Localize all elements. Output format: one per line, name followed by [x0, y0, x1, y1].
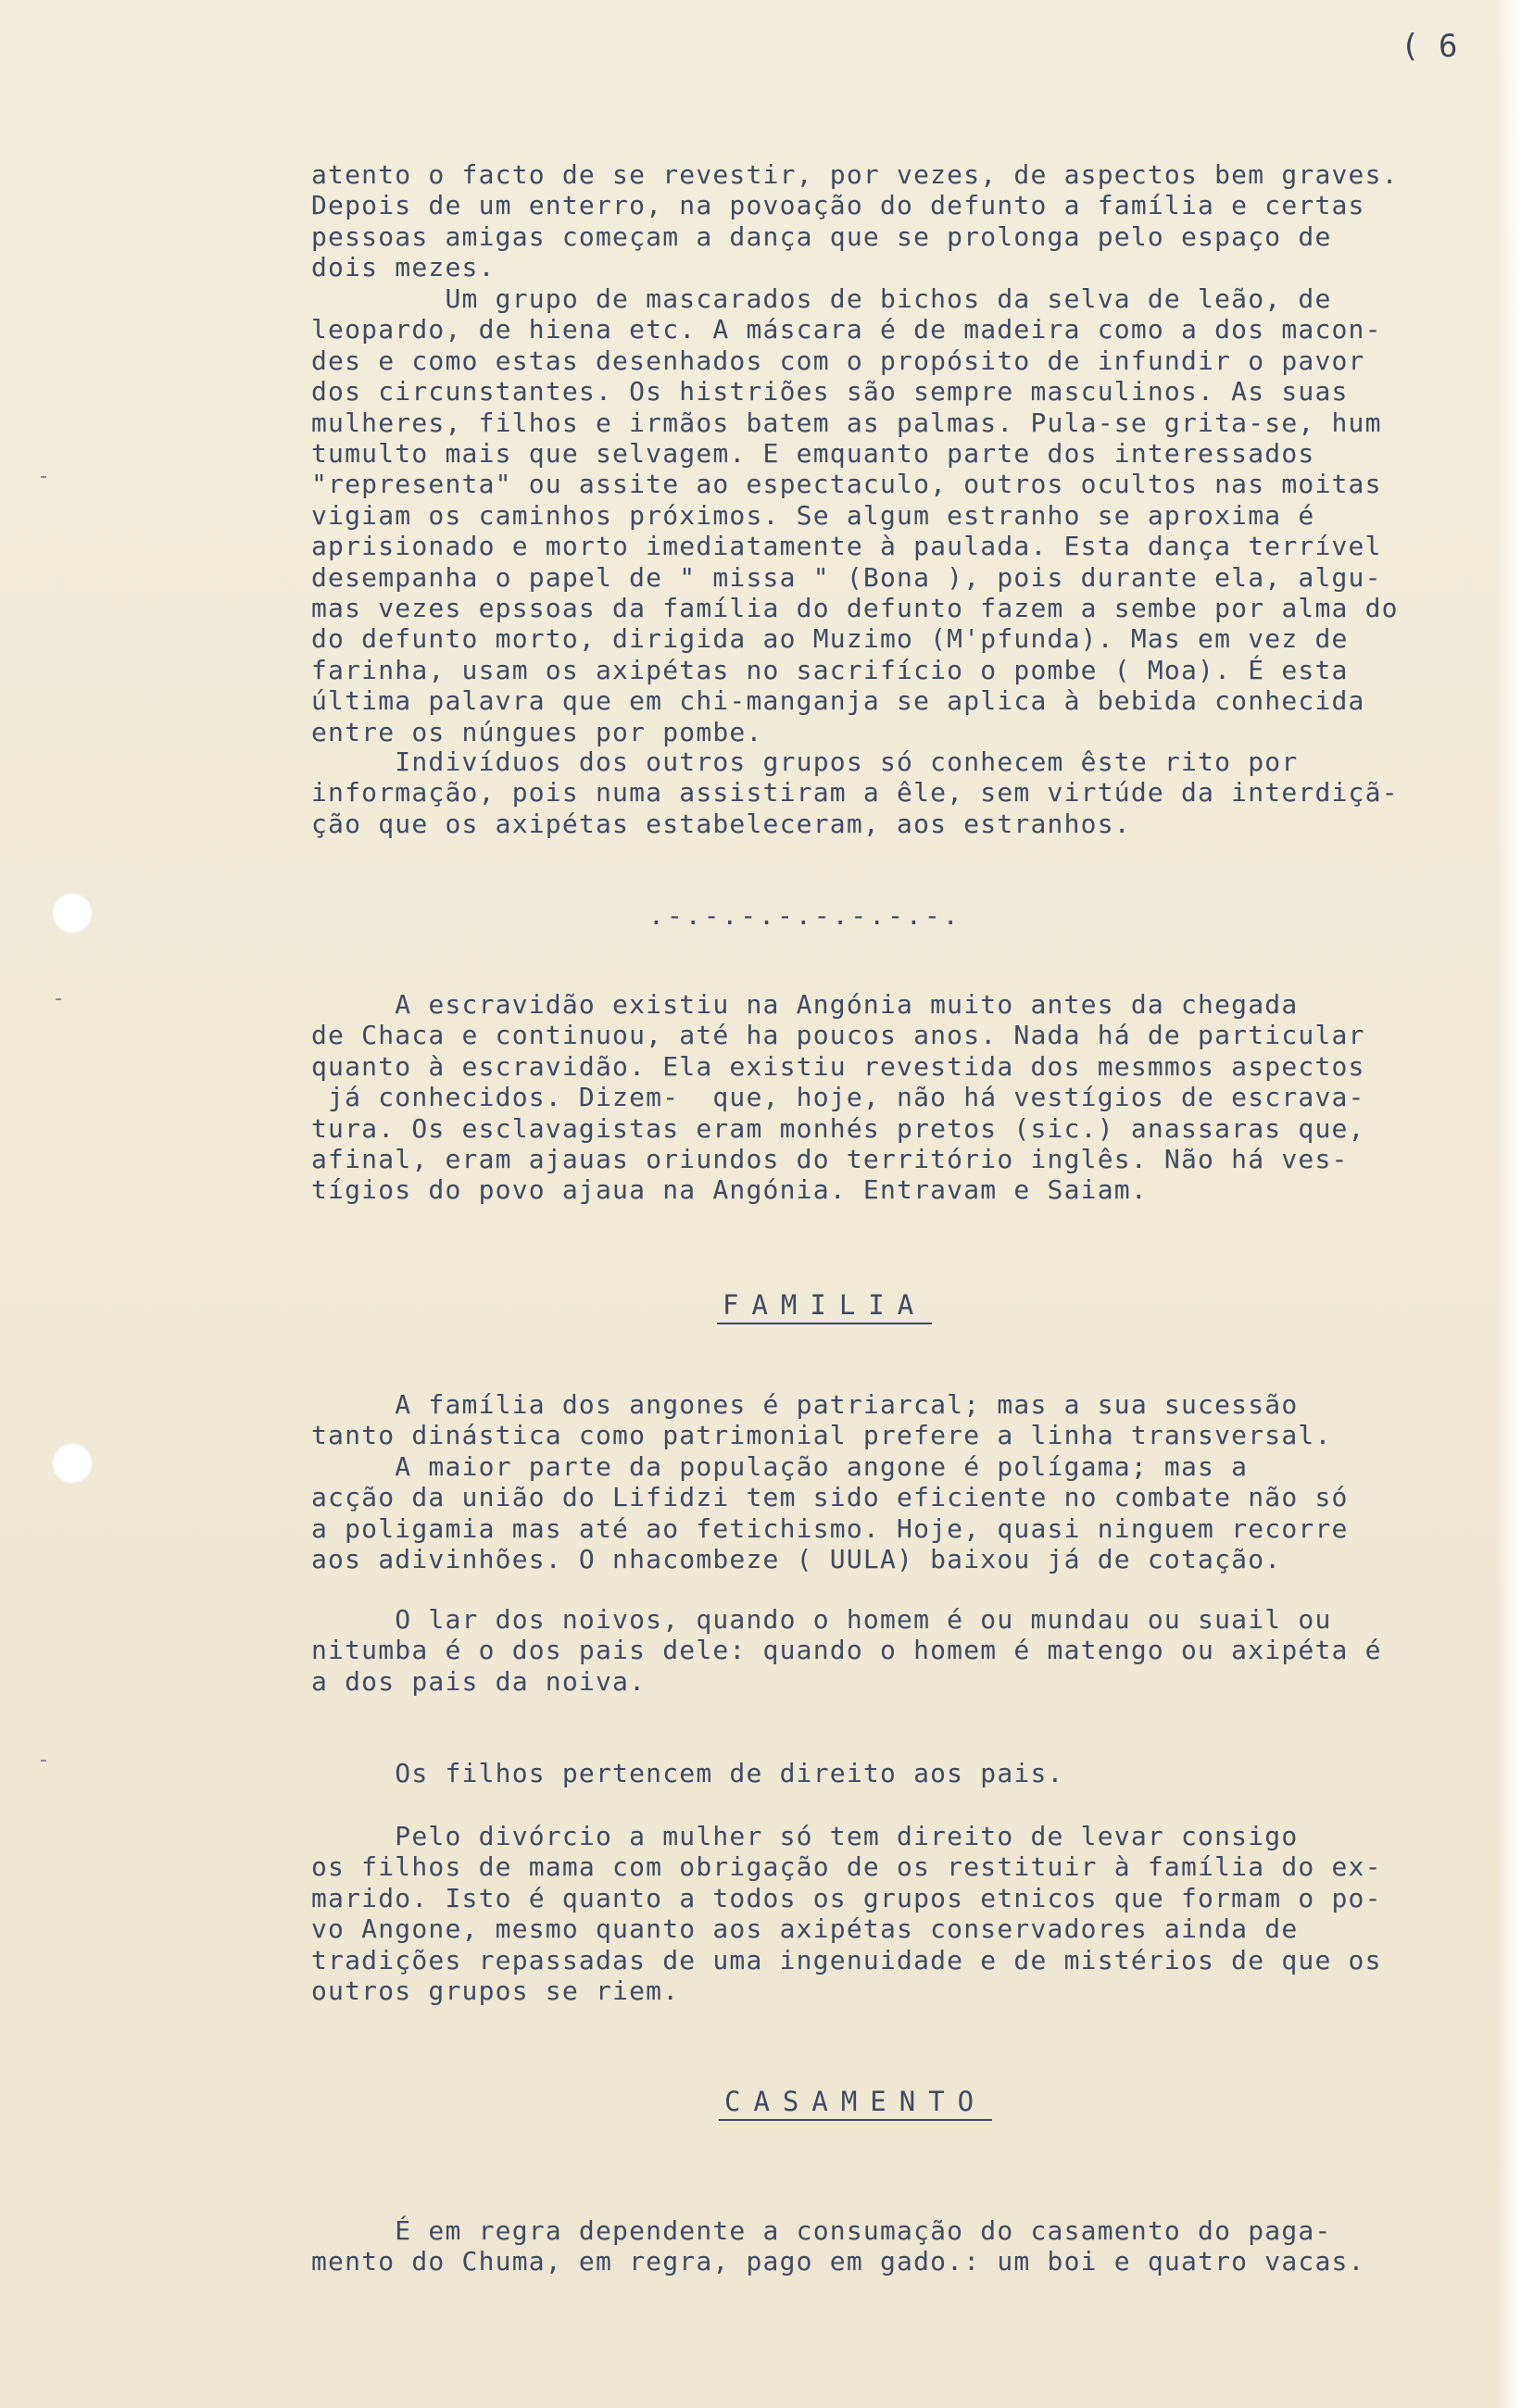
paragraph-other-groups: Indivíduos dos outros grupos só conhecem êste rito por informação, pois numa assistiram a êle, sem virtúde da interdiçã- ção que os axipétas estabeleceram, aos estranhos.	[311, 746, 1399, 839]
punch-hole-top	[52, 893, 93, 934]
paragraph-slavery: A escravidão existiu na Angónia muito antes da chegada de Chaca e continuou, até ha poucos anos. Nada há de particular quanto à escravidão. Ela existiu revestida dos mesmmos aspectos já conhecidos. Dizem- que, hoje, não há vestígios de escrava- tura. Os esclavagistas eram monhés pretos (sic.) anassaras que, afinal, eram ajauas oriundos do território inglês. Não há ves- tígios do povo ajaua na Angónia. Entravam e Saiam.	[311, 989, 1365, 1206]
paragraph-home: O lar dos noivos, quando o homem é ou mundau ou suail ou nitumba é o dos pais dele: quando o homem é matengo ou axipéta é a dos pais da noiva.	[311, 1604, 1382, 1697]
paragraph-children: Os filhos pertencem de direito aos pais.	[311, 1758, 1064, 1788]
page-right-edge	[1497, 0, 1521, 2408]
margin-mark	[41, 476, 46, 478]
paragraph-funeral-dance: atento o facto de se revestir, por vezes, de aspectos bem graves. Depois de um enterro, na povoação do defunto a família e certas pessoas amigas começam a dança que se prolonga pelo espaço de dois mezes.	[311, 159, 1399, 283]
paragraph-family: A família dos angones é patriarcal; mas a sua sucessão tanto dinástica como patrimonial prefere a linha transversal. A maior parte da população angone é polígama; mas a acção da união do Lifidzi tem sido eficiente no combate não só a poligamia mas até ao fetichismo. Hoje, quasi ninguem recorre aos adivinhões. O nhacombeze ( UULA) baixou já de cotação.	[311, 1389, 1349, 1575]
margin-mark	[56, 998, 61, 1000]
heading-familia: FAMILIA	[717, 1289, 932, 1324]
paragraph-marriage: É em regra dependente a consumação do casamento do paga- mento do Chuma, em regra, pago em gado.: um boi e quatro vacas.	[311, 2215, 1365, 2277]
punch-hole-bottom	[52, 1443, 93, 1484]
paragraph-divorce: Pelo divórcio a mulher só tem direito de levar consigo os filhos de mama com obrigação de os restituir à família do ex- marido. Isto é quanto a todos os grupos etnicos que formam o po- vo Angone, mesmo quanto aos axipétas conservadores ainda de tradições repassadas de uma ingenuidade e de mistérios de que os outros grupos se riem.	[311, 1821, 1382, 2007]
paragraph-masked-group: Um grupo de mascarados de bichos da selva de leão, de leopardo, de hiena etc. A máscara é de madeira como a dos macon- des e como estas desenhados com o propósito de infundir o pavor dos circunstantes. Os histriões são sempre masculinos. As suas mulheres, filhos e irmãos batem as palmas. Pula-se grita-se, hum tumulto mais que selvagem. E emquanto parte dos interessados "representa" ou assite ao espectaculo, outros ocultos nas moitas vigiam os caminhos próximos. Se algum estranho se aproxima é aprisionado e morto imediatamente à paulada. Esta dança terrível desempanha o papel de " missa " (Bona ), pois durante ela, algu- mas vezes epssoas da família do defunto fazem a sembe por alma do do defunto morto, dirigida ao Muzimo (M'pfunda). Mas em vez de farinha, usam os axipétas no sacrifício o pombe ( Moa). É esta última palavra que em chi-manganja se aplica à bebida conhecida entre os núngues por pombe.	[311, 283, 1399, 747]
page-number: ( 6	[1401, 28, 1458, 65]
margin-mark	[41, 1760, 46, 1762]
heading-casamento: CASAMENTO	[719, 2086, 992, 2121]
section-separator: .-.-.-.-.-.-.-.-.	[648, 900, 962, 931]
